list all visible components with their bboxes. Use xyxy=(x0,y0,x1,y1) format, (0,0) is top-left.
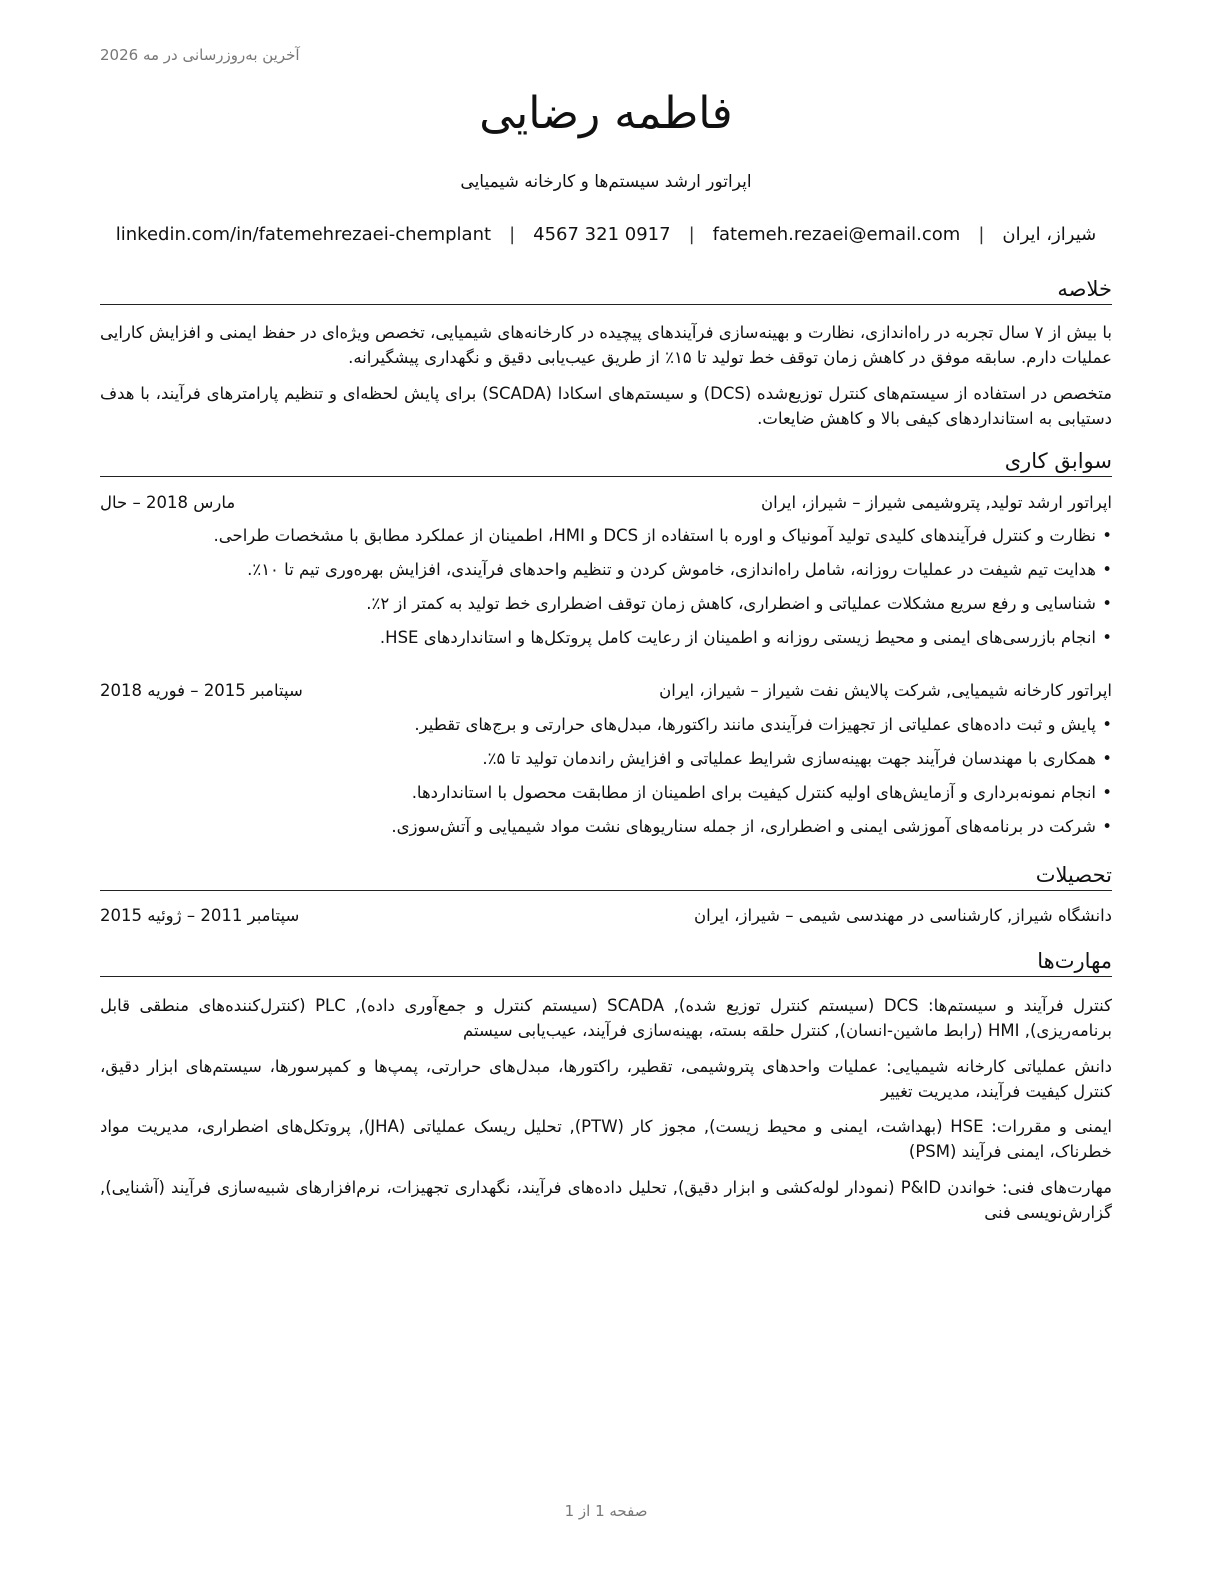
section-title-skills: مهارت‌ها xyxy=(100,946,1112,977)
job-header xyxy=(100,681,1112,705)
job-header xyxy=(100,493,1112,517)
list-item: • همکاری با مهندسان فرآیند جهت بهینه‌سازی شرایط عملیاتی و افزایش راندمان تولید تا ۵٪. xyxy=(100,747,1112,781)
list-item: • شناسایی و رفع سریع مشکلات عملیاتی و اضطراری، کاهش زمان توقف اضطراری خط تولید به کمتر از ۲٪. xyxy=(100,592,1112,626)
contact-email[interactable]: fatemeh.rezaei@email.com xyxy=(712,224,961,245)
summary-paragraph: متخصص در استفاده از سیستم‌های کنترل توزیع‌شده (DCS) و سیستم‌های اسکادا (SCADA) برای پایش لحظه‌ای و تنظیم پارامترهای فرآیند، با هدف دستیابی به استانداردهای کیفی بالا و کاهش ضایعات. xyxy=(100,384,1113,428)
job-bullets xyxy=(100,524,1112,660)
education-degree: دانشگاه شیراز, کارشناسی در مهندسی شیمی – شیراز، ایران xyxy=(693,906,1112,925)
page-number: صفحه 1 از 1 xyxy=(564,1502,648,1520)
education-date: سپتامبر 2011 – ژوئیه 2015 xyxy=(100,906,300,925)
education-entry xyxy=(100,906,1112,930)
contact-separator: | xyxy=(688,224,695,245)
list-item: • نظارت و کنترل فرآیندهای کلیدی تولید آمونیاک و اوره با استفاده از DCS و HMI، اطمینان از عملکرد مطابق با مشخصات طراحی. xyxy=(100,524,1112,558)
list-item: • پایش و ثبت داده‌های عملیاتی از تجهیزات فرآیندی مانند راکتورها، مبدل‌های حرارتی و برج‌های تقطیر. xyxy=(100,713,1112,747)
list-item: • شرکت در برنامه‌های آموزشی ایمنی و اضطراری، از جمله سناریوهای نشت مواد شیمیایی و آتش‌سوزی. xyxy=(100,815,1112,849)
section-title-summary: خلاصه xyxy=(100,274,1112,305)
skills-item: دانش عملیاتی کارخانه شیمیایی: عملیات واحدهای پتروشیمی، تقطیر، راکتورها، مبدل‌های حرارتی، پمپ‌ها و کمپرسورها، سیستم‌های ابزار دقیق، کنترل کیفیت فرآیند، مدیریت تغییر xyxy=(100,1057,1112,1101)
list-item: • هدایت تیم شیفت در عملیات روزانه، شامل راه‌اندازی، خاموش کردن و تنظیم واحدهای فرآیندی، افزایش بهره‌وری تیم تا ۱۰٪. xyxy=(100,558,1112,592)
skills-item: کنترل فرآیند و سیستم‌ها: DCS (سیستم کنترل توزیع شده), SCADA (سیستم کنترل و جمع‌آوری داده), PLC (کنترل‌کننده‌های منطقی قابل برنامه‌ریزی), HMI (رابط ماشین-انسان), کنترل حلقه بسته، بهینه‌سازی فرآیند، عیب‌یابی سیستم xyxy=(100,996,1113,1040)
section-title-experience: سوابق کاری xyxy=(100,446,1112,477)
candidate-name: فاطمه رضایی xyxy=(479,88,733,139)
job-date: مارس 2018 – حال xyxy=(100,493,236,512)
list-item: • انجام بازرسی‌های ایمنی و محیط زیستی روزانه و اطمینان از رعایت کامل پروتکل‌ها و استانداردهای HSE. xyxy=(100,626,1112,660)
contact-phone: 4567 321 0917 xyxy=(533,224,671,245)
contact-linkedin[interactable]: linkedin.com/in/fatemehrezaei-chemplant xyxy=(115,224,492,245)
job-title: اپراتور ارشد سیستم‌ها و کارخانه شیمیایی xyxy=(460,172,752,192)
contact-line xyxy=(100,224,1112,245)
skills-item: مهارت‌های فنی: خواندن P&ID (نمودار لوله‌کشی و ابزار دقیق), تحلیل داده‌های فرآیند، نگهداری تجهیزات، نرم‌افزارهای شبیه‌سازی فرآیند (آشنایی), گزارش‌نویسی فنی xyxy=(100,1178,1112,1222)
summary-paragraph: با بیش از ۷ سال تجربه در راه‌اندازی، نظارت و بهینه‌سازی فرآیندهای پیچیده در کارخانه‌های شیمیایی، تخصص ویژه‌ای در حفظ ایمنی و افزایش کارایی عملیات دارم. سابقه موفق در کاهش زمان توقف خط تولید تا ۱۵٪ از طریق عیب‌یابی دقیق و نگهداری پیشگیرانه. xyxy=(100,323,1113,367)
contact-separator: | xyxy=(509,224,516,245)
job-date: سپتامبر 2015 – فوریه 2018 xyxy=(100,681,303,700)
skills-item: ایمنی و مقررات: HSE (بهداشت، ایمنی و محیط زیست), مجوز کار (PTW), تحلیل ریسک عملیاتی (JHA), پروتکل‌های اضطراری، مدیریت مواد خطرناک، ایمنی فرآیند (PSM) xyxy=(100,1117,1113,1161)
last-updated: آخرین به‌روزرسانی در مه 2026 xyxy=(100,46,300,64)
contact-location: شیراز، ایران xyxy=(1002,224,1097,245)
contact-separator: | xyxy=(978,224,985,245)
list-item: • انجام نمونه‌برداری و آزمایش‌های اولیه کنترل کیفیت برای اطمینان از مطابقت محصول با استانداردها. xyxy=(100,781,1112,815)
section-title-education: تحصیلات xyxy=(100,860,1112,891)
job-role: اپراتور کارخانه شیمیایی, شرکت پالایش نفت شیراز – شیراز، ایران xyxy=(659,681,1112,700)
resume-page xyxy=(100,0,1112,1584)
job-bullets xyxy=(100,713,1112,849)
job-role: اپراتور ارشد تولید, پتروشیمی شیراز – شیراز، ایران xyxy=(761,493,1112,512)
